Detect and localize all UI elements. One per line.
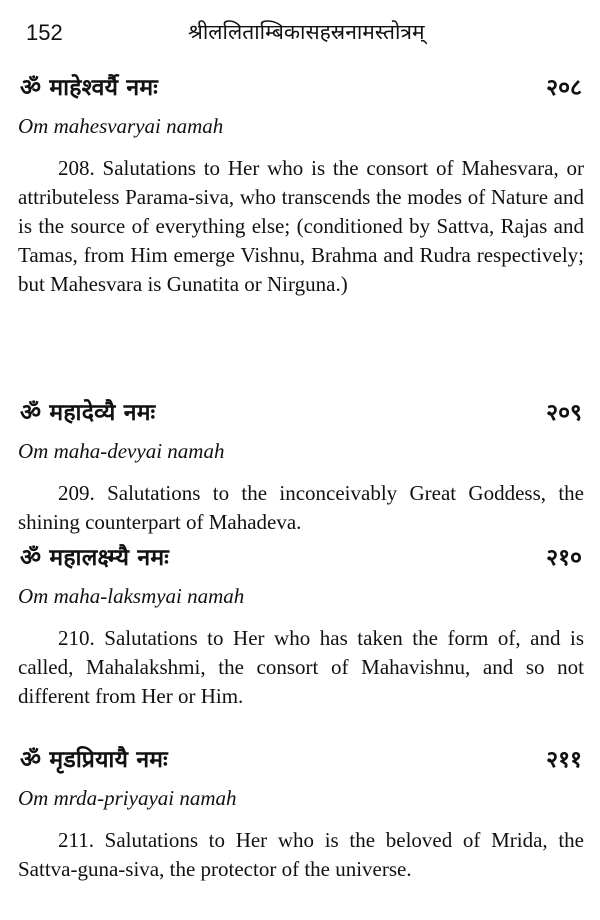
commentary: 210. Salutations to Her who has taken the form of, and is called, Mahalakshmi, the consort of Mahavishnu, and so not different from Her or Him.: [18, 626, 584, 708]
transliteration: Om mrda-priyayai namah: [18, 786, 237, 810]
entry-number: २१०: [546, 545, 582, 571]
mantra-line: [18, 538, 584, 578]
transliteration: Om mahesvaryai namah: [18, 114, 224, 138]
transliteration: Om maha-devyai namah: [18, 439, 225, 463]
name-entry-210: [18, 538, 584, 711]
entry-number: २०८: [546, 75, 582, 101]
commentary: 208. Salutations to Her who is the consort of Mahesvara, or attributeless Parama-siva, who transcends the modes of Nature and is the source of everything else; (conditioned by Sattva, Rajas and Tamas, from Him emerge Vishnu, Brahma and Rudra respectively; but Mahesvara is Gunatita or Nirguna.): [18, 156, 584, 296]
mantra-text: ॐ महालक्ष्म्यै नमः: [20, 545, 169, 571]
mantra-text: ॐ माहेश्वर्यै नमः: [20, 75, 158, 101]
name-entry-208: [18, 68, 584, 299]
commentary: 209. Salutations to the inconceivably Great Goddess, the shining counterpart of Mahadeva.: [18, 481, 584, 534]
mantra-line: [18, 393, 584, 433]
running-header: [18, 18, 582, 52]
transliteration: Om maha-laksmyai namah: [18, 584, 245, 608]
mantra-line: [18, 68, 584, 108]
name-entry-211: [18, 740, 584, 884]
entry-number: २०९: [546, 400, 582, 426]
mantra-line: [18, 740, 584, 780]
name-entry-209: [18, 393, 584, 537]
running-title: श्रीललिताम्बिकासहस्रनामस्तोत्रम्: [188, 20, 425, 44]
entry-number: २११: [546, 747, 582, 773]
page-number: 152: [26, 20, 63, 45]
mantra-text: ॐ महादेव्यै नमः: [20, 400, 156, 426]
mantra-text: ॐ मृडप्रियायै नमः: [20, 747, 168, 773]
commentary: 211. Salutations to Her who is the beloved of Mrida, the Sattva-guna-siva, the protector of the universe.: [18, 828, 584, 881]
